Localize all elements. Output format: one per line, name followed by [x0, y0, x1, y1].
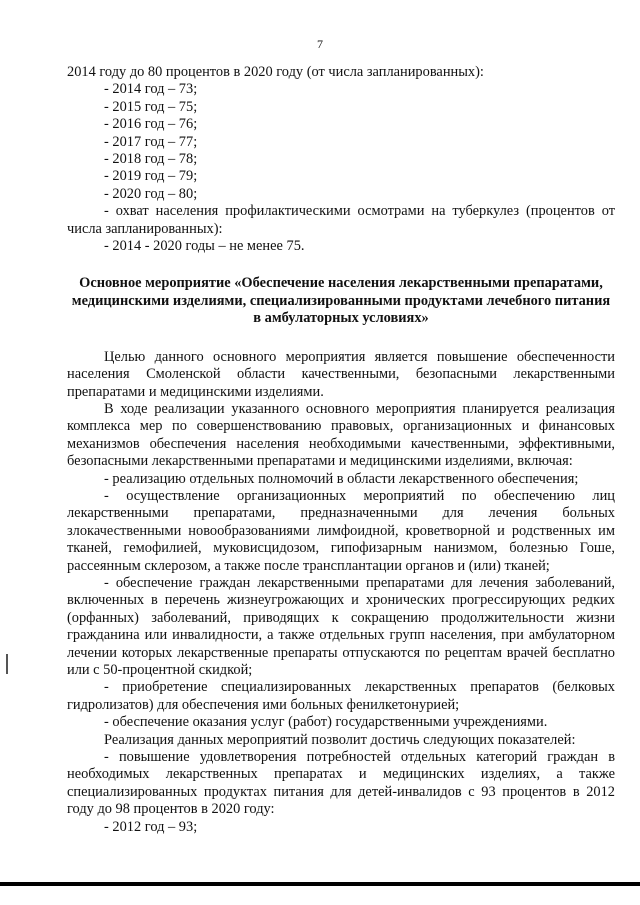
paragraph: - осуществление организационных мероприятий по обеспечению лиц лекарственными препаратами, предназначенными для лечения больных злокачественными новообразованиями лимфоидной, кроветворной и родственных им тканей, гемофилией, муковисцидозом, гипофизарным нанизмом, болезнью Гоше, рассеянным склерозом, а также после трансплантации органов и (или) тканей; — [67, 487, 615, 574]
tb-indicator: - охват населения профилактическими осмотрами на туберкулез (процентов от числа запланированных): — [67, 203, 615, 237]
paragraph: - обеспечение оказания услуг (работ) государственными учреждениями. — [104, 714, 548, 731]
year-item: - 2019 год – 79; — [104, 168, 198, 185]
paragraph: Целью данного основного мероприятия является повышение обеспеченности населения Смоленской области качественными, безопасными лекарственными препаратами и медицинскими изделиями. — [67, 348, 615, 400]
page-number: 7 — [317, 37, 323, 51]
year-item: - 2017 год – 77; — [104, 133, 198, 150]
year-item: - 2015 год – 75; — [104, 98, 198, 115]
year-item: - 2016 год – 76; — [104, 116, 198, 133]
paragraph: В ходе реализации указанного основного мероприятия планируется реализация комплекса мер по совершенствованию правовых, организационных и финансовых механизмов обеспечения населения необходимыми качественными, эффективными, безопасными лекарственными препаратами и медицинскими изделиями, включая: — [67, 400, 615, 470]
document-body — [67, 64, 615, 836]
year-item: - 2014 год – 73; — [104, 81, 198, 98]
paragraph: - обеспечение граждан лекарственными препаратами для лечения заболеваний, включенных в перечень жизнеугрожающих и хронических прогрессирующих редких (орфанных) заболеваний, приводящих к сокращению продолжительности жизни гражданина или инвалидности, а также отдельных групп населения, при амбулаторном лечении которых лекарственные препараты отпускаются по рецептам врачей бесплатно или с 50-процентной скидкой; — [67, 574, 615, 678]
paragraph: - приобретение специализированных лекарственных препаратов (белковых гидролизатов) для обеспечения ими больных фенилкетонурией; — [67, 679, 615, 713]
scan-margin-mark — [6, 654, 8, 674]
bottom-scan-border — [0, 882, 640, 886]
intro-line: 2014 году до 80 процентов в 2020 году (от числа запланированных): — [67, 64, 484, 80]
paragraph: - реализацию отдельных полномочий в области лекарственного обеспечения; — [104, 470, 579, 487]
paragraph: Реализация данных мероприятий позволит достичь следующих показателей: — [104, 731, 576, 748]
section-heading: Основное мероприятие «Обеспечение населения лекарственными препаратами, медицинскими изделиями, специализированными продуктами лечебного питания в амбулаторных условиях» — [71, 275, 611, 327]
tb-value: - 2014 - 2020 годы – не менее 75. — [104, 238, 305, 255]
year-item: - 2012 год – 93; — [104, 818, 198, 835]
paragraph: - повышение удовлетворения потребностей отдельных категорий граждан в необходимых лекарственных препаратах и медицинских изделиях, а также специализированных продуктах питания для детей-инвалидов с 93 процентов в 2012 году до 98 процентов в 2020 году: — [67, 749, 615, 818]
year-item: - 2018 год – 78; — [104, 151, 198, 168]
year-item: - 2020 год – 80; — [104, 185, 198, 202]
